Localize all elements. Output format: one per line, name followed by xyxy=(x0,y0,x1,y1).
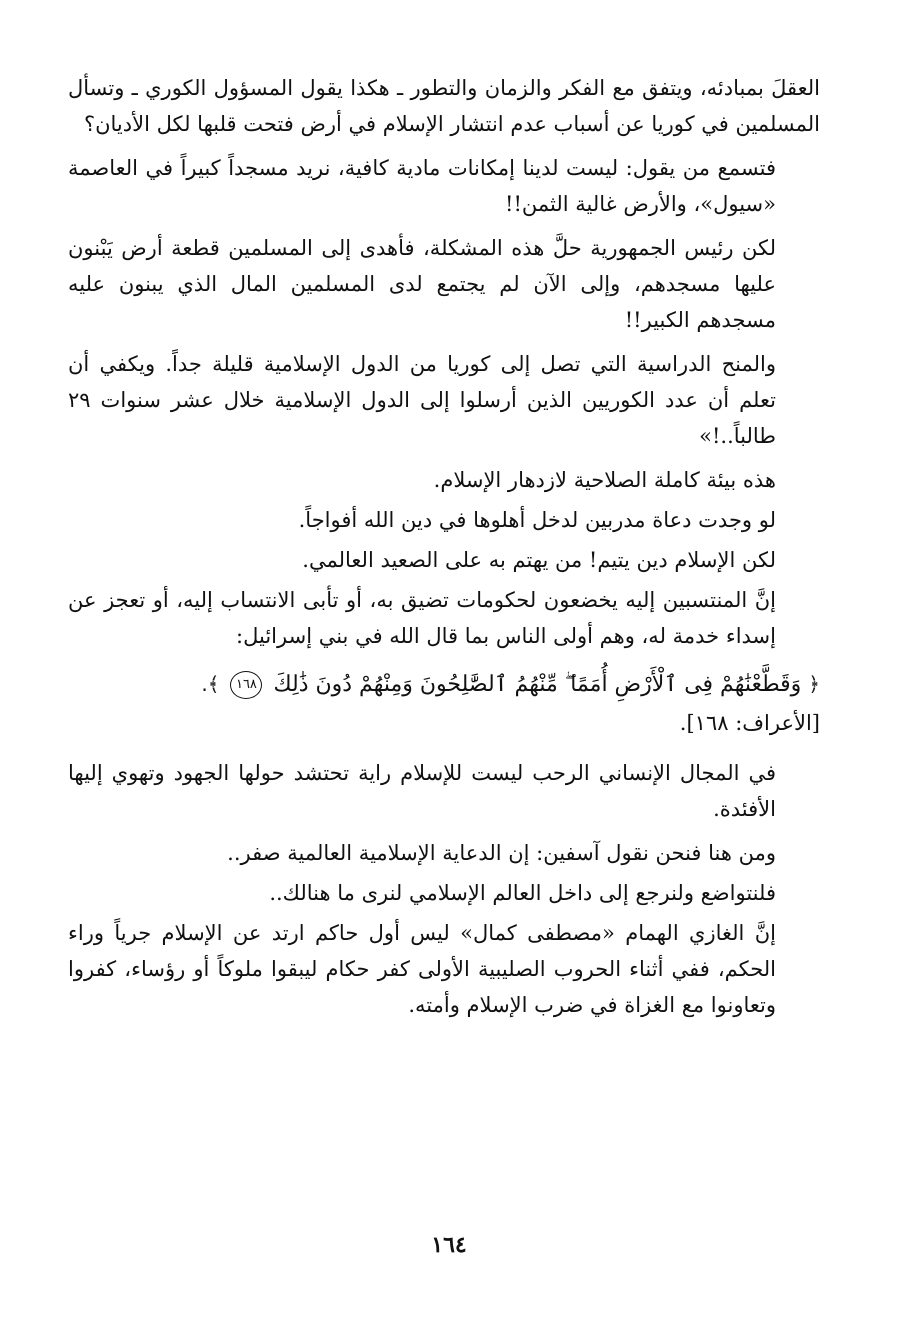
quran-open-bracket: ﴿ xyxy=(808,672,820,696)
quran-verse-text: وَقَطَّعْنَٰهُمْ فِى ٱلْأَرْضِ أُمَمًا ۖ مِّنْهُمُ ٱلصَّٰلِحُونَ وَمِنْهُمْ دُونَ ذَٰلِكَ xyxy=(273,672,802,697)
short-line-2: لو وجدت دعاة مدربين لدخل أهلوها في دين الله أفواجاً. xyxy=(298,508,776,532)
paragraph-6: في المجال الإنساني الرحب ليست للإسلام راية تحتشد حولها الجهود وتهوي إليها الأفئدة. xyxy=(68,761,776,821)
paragraph-2: فتسمع من يقول: ليست لدينا إمكانات مادية كافية، نريد مسجداً كبيراً في العاصمة «سيول»، والأرض غالية الثمن!! xyxy=(68,156,776,216)
page-number: ١٦٤ xyxy=(431,1232,467,1258)
verse-number-badge: ١٦٨ xyxy=(230,671,262,699)
quran-close-bracket: ﴾. xyxy=(201,672,220,696)
short-line-3: لكن الإسلام دين يتيم! من يهتم به على الصعيد العالمي. xyxy=(302,548,776,572)
short-line-1: هذه بيئة كاملة الصلاحية لازدهار الإسلام. xyxy=(433,468,776,492)
quran-reference: [الأعراف: ١٦٨]. xyxy=(679,711,820,735)
page-body xyxy=(68,70,820,1031)
short-line-4: ومن هنا فنحن نقول آسفين: إن الدعاية الإسلامية العالمية صفر.. xyxy=(227,841,776,865)
paragraph-7: إنَّ الغازي الهمام «مصطفى كمال» ليس أول حاكم ارتد عن الإسلام جرياً وراء الحكم، ففي أثناء الحروب الصليبية الأولى كفر حكام ليبقوا ملوكاً أو رؤساء، كفروا وتعاونوا مع الغزاة في ضرب الإسلام وأمته. xyxy=(68,921,776,1017)
short-line-5: فلنتواضع ولنرجع إلى داخل العالم الإسلامي لنرى ما هنالك.. xyxy=(269,881,776,905)
paragraph-4: والمنح الدراسية التي تصل إلى كوريا من الدول الإسلامية قليلة جداً. ويكفي أن تعلم أن عدد الكوريين الذين أرسلوا إلى الدول الإسلامية خلال عشر سنوات ٢٩ طالباً..!» xyxy=(68,352,776,448)
paragraph-5: إنَّ المنتسبين إليه يخضعون لحكومات تضيق به، أو تأبى الانتساب إليه، أو تعجز عن إسداء خدمة له، وهم أولى الناس بما قال الله في بني إسرائيل: xyxy=(68,588,776,648)
paragraph-1: العقلَ بمبادئه، ويتفق مع الفكر والزمان والتطور ـ هكذا يقول المسؤول الكوري ـ وتسأل المسلمين في كوريا عن أسباب عدم انتشار الإسلام في أرض فتحت قلبها لكل الأديان؟ xyxy=(68,76,820,136)
paragraph-3: لكن رئيس الجمهورية حلَّ هذه المشكلة، فأهدى إلى المسلمين قطعة أرض يَبْنون عليها مسجدهم، وإلى الآن لم يجتمع لدى المسلمين المال الذي يبنون عليه مسجدهم الكبير!! xyxy=(68,236,776,332)
quran-verse xyxy=(68,664,820,705)
